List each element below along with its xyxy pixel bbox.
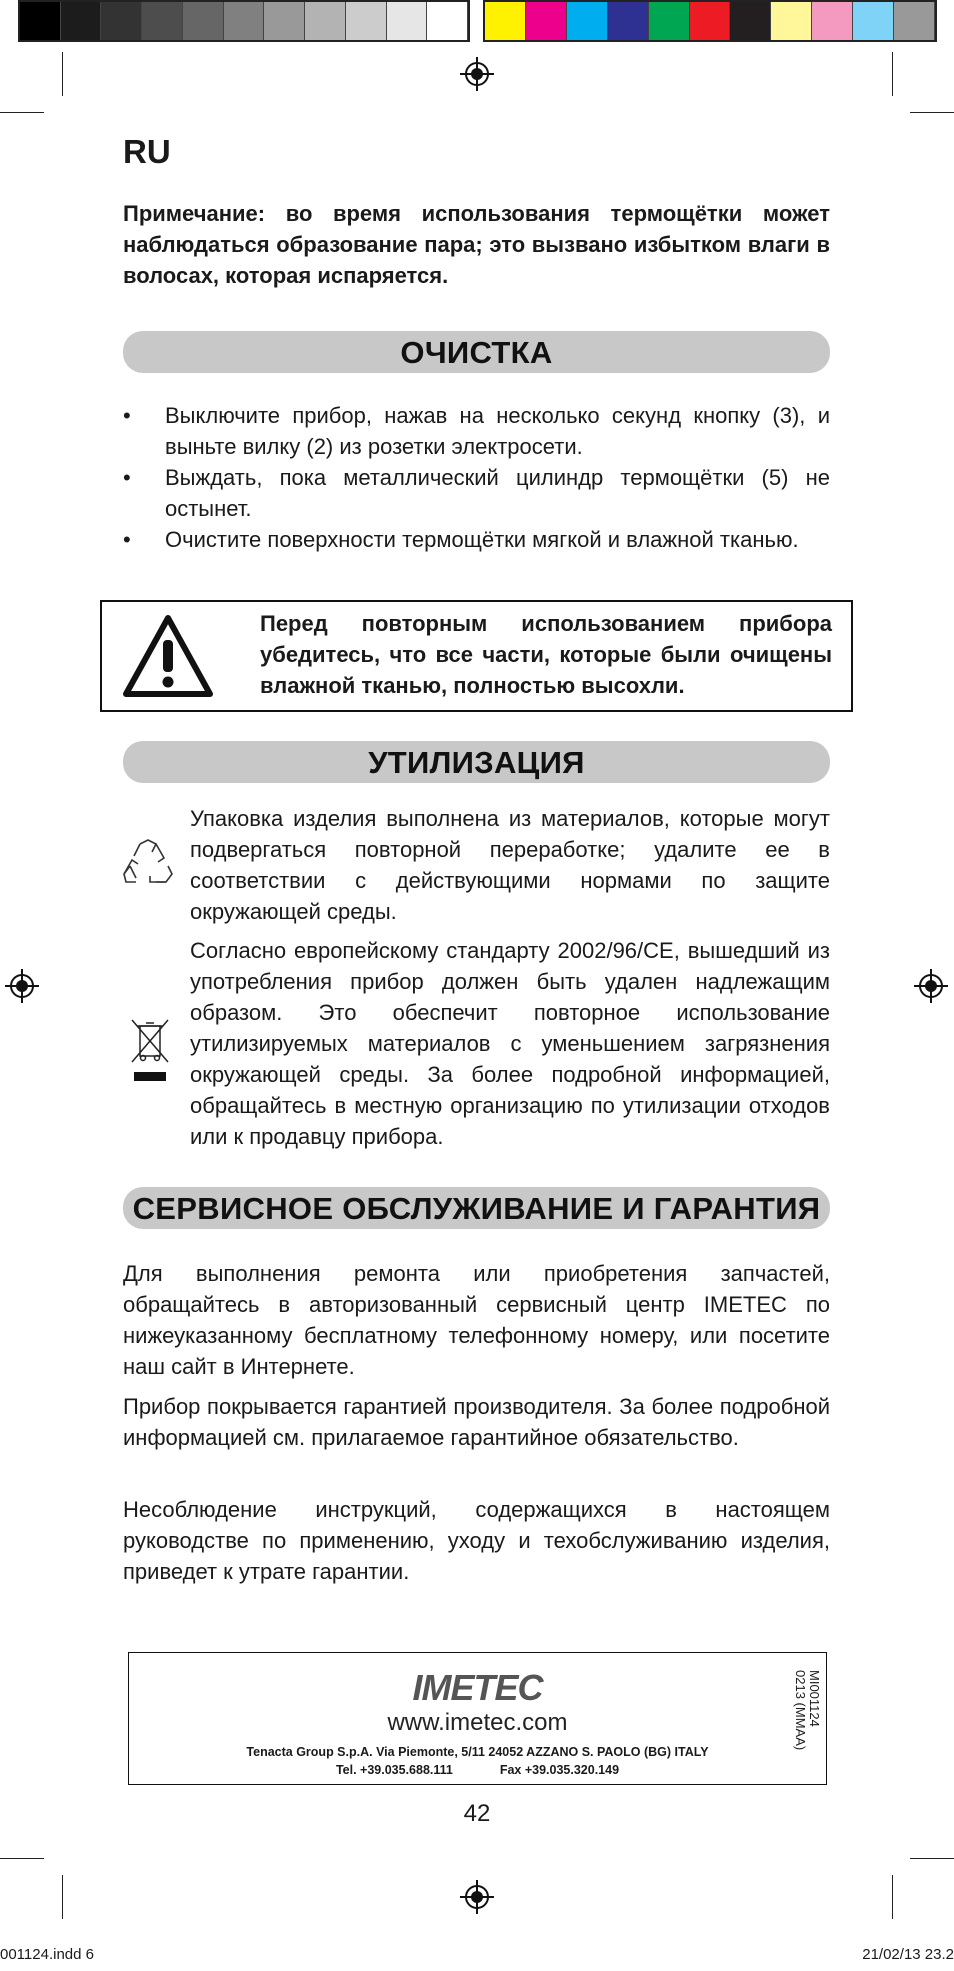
- product-code: MI001124 0213 (MMAA): [793, 1670, 822, 1751]
- section-title-cleaning: ОЧИСТКА: [123, 331, 830, 373]
- list-item: • Выждать, пока металлический цилиндр термощётки (5) не остынет.: [123, 465, 830, 521]
- color-swatch: [346, 2, 387, 40]
- registration-mark-icon: [460, 57, 494, 91]
- warning-text: Перед повторным использованием прибора убедитесь, что все части, которые были очищены влажной тканью, полностью высохли.: [260, 611, 832, 698]
- color-swatch: [608, 2, 649, 40]
- warning-triangle-icon: [122, 614, 214, 698]
- process-color-bar: [483, 0, 937, 42]
- list-item: • Очистите поверхности термощётки мягкой и влажной тканью.: [123, 527, 799, 552]
- color-swatch: [305, 2, 346, 40]
- page-number: 42: [463, 1800, 491, 1827]
- color-swatch: [730, 2, 771, 40]
- crop-mark: [0, 1858, 44, 1859]
- registration-mark-icon: [914, 969, 948, 1003]
- section-title-service: СЕРВИСНОЕ ОБСЛУЖИВАНИЕ И ГАРАНТИЯ: [123, 1187, 830, 1229]
- crop-mark: [910, 112, 954, 113]
- crop-mark: [892, 1875, 893, 1919]
- color-swatch: [101, 2, 142, 40]
- color-swatch: [567, 2, 608, 40]
- weee-text: Согласно европейскому стандарту 2002/96/CE, вышедший из употребления прибор должен быть удален надлежащим образом. Это обеспечит повторное использование утилизируемых материалов с уменьшением загрязнения окружающей среды. За более подробной информацией, обращайтесь в местную организацию по утилизации отходов или к продавцу прибора.: [190, 938, 830, 1149]
- language-code: RU: [123, 133, 171, 170]
- manufacturer-footer: [128, 1652, 827, 1785]
- color-swatch: [526, 2, 567, 40]
- color-swatch: [649, 2, 690, 40]
- crossed-bin-icon: [128, 1018, 172, 1088]
- crop-mark: [0, 112, 44, 113]
- recycle-icon: [122, 838, 174, 888]
- color-swatch: [61, 2, 102, 40]
- service-paragraph: Для выполнения ремонта или приобретения запчастей, обращайтесь в авторизованный сервисный центр IMETEC по нижеуказанному бесплатному телефонному номеру, или посетите наш сайт в Интернете.: [123, 1261, 830, 1379]
- contact-phones: [129, 1763, 826, 1777]
- warranty-loss-paragraph: Несоблюдение инструкций, содержащихся в настоящем руководстве по применению, уходу и техобслуживанию изделия, приведет к утрате гарантии.: [123, 1497, 830, 1584]
- registration-mark-icon: [460, 1880, 494, 1914]
- crop-mark: [62, 52, 63, 96]
- registration-mark-icon: [5, 969, 39, 1003]
- color-swatch: [183, 2, 224, 40]
- color-swatch: [142, 2, 183, 40]
- color-swatch: [812, 2, 853, 40]
- company-address: Tenacta Group S.p.A. Via Piemonte, 5/11 24052 AZZANO S. PAOLO (BG) ITALY: [246, 1745, 709, 1759]
- color-swatch: [427, 2, 468, 40]
- website-link[interactable]: www.imetec.com: [387, 1709, 568, 1736]
- fax: Fax +39.035.320.149: [499, 1763, 620, 1777]
- color-swatch: [224, 2, 265, 40]
- color-swatch: [853, 2, 894, 40]
- color-swatch: [20, 2, 61, 40]
- color-swatch: [894, 2, 935, 40]
- color-swatch: [690, 2, 731, 40]
- imetec-logo: IMETEC: [412, 1667, 543, 1708]
- list-item: • Выключите прибор, нажав на несколько секунд кнопку (3), и выньте вилку (2) из розетки электросети.: [123, 403, 830, 459]
- crop-mark: [910, 1858, 954, 1859]
- crop-mark: [62, 1875, 63, 1919]
- warning-box: [100, 600, 853, 712]
- color-swatch: [264, 2, 305, 40]
- date-slug: 21/02/13 23.2: [862, 1946, 954, 1963]
- section-title-disposal: УТИЛИЗАЦИЯ: [123, 741, 830, 783]
- color-swatch: [485, 2, 526, 40]
- color-swatch: [387, 2, 428, 40]
- warranty-paragraph: Прибор покрывается гарантией производителя. За более подробной информацией см. прилагаемое гарантийное обязательство.: [123, 1394, 830, 1450]
- packaging-text: Упаковка изделия выполнена из материалов, которые могут подвергаться повторной переработке; удалите ее в соответствии с действующими нормами по защите окружающей среды.: [190, 806, 830, 924]
- cleaning-list: [123, 400, 830, 555]
- file-slug: 001124.indd 6: [0, 1946, 94, 1963]
- steam-note: Примечание: во время использования термощётки может наблюдаться образование пара; это вызвано избытком влаги в волосах, которая испаряется.: [123, 201, 830, 288]
- color-swatch: [771, 2, 812, 40]
- crop-mark: [892, 52, 893, 96]
- telephone: Tel. +39.035.688.111: [335, 1763, 453, 1777]
- grayscale-color-bar: [18, 0, 470, 42]
